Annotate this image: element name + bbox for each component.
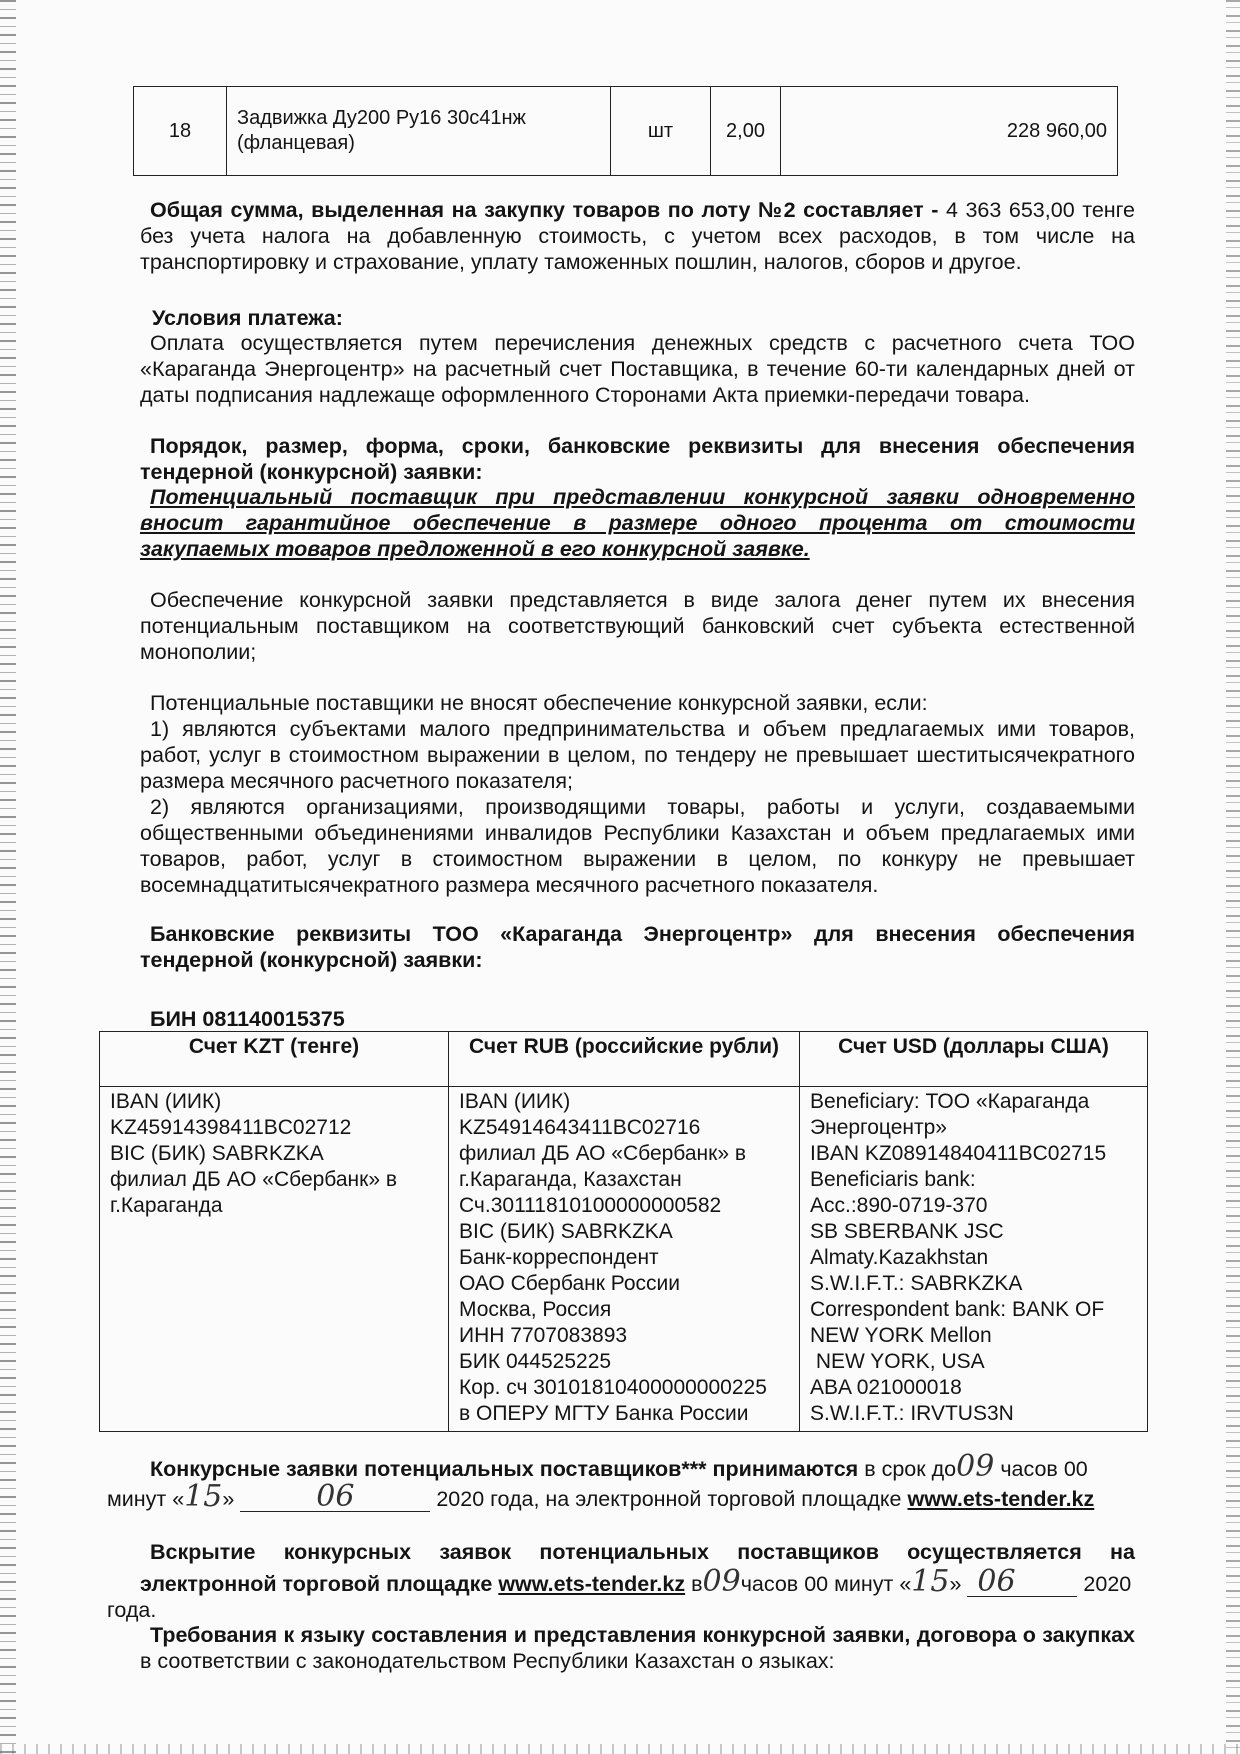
item-name-line1: Задвижка Ду200 Ру16 30с41нж	[237, 107, 526, 129]
rub-line: филиал ДБ АО «Сбербанк» в	[459, 1142, 746, 1165]
deadline-line2	[107, 1479, 1137, 1514]
opening-t1: в	[691, 1572, 703, 1596]
deadline-t4: »	[222, 1487, 235, 1511]
deadline-bold: Конкурсные заявки потенциальных поставщиков***	[150, 1457, 707, 1481]
cell-rub	[449, 1087, 800, 1432]
deadline-t3: минут «	[107, 1487, 185, 1511]
cell-usd	[800, 1087, 1148, 1432]
exempt-item-2: 2) являются организациями, производящими товары, работы и услуги, создаваемыми общественными объединениями инвалидов Республики Казахстан и объем предлагаемых ими товаров, работ, услуг в стоимостном выражении в целом, по конкуру не превышает восемнадцатитысячекратного размера месячного расчетного показателя.	[140, 795, 1135, 897]
usd-line: IBAN KZ08914840411BC02715	[810, 1142, 1107, 1165]
bank-bin	[140, 1006, 1135, 1032]
security-emphasis-text: Потенциальный поставщик при представлении конкурсной заявки одновременно вносит гарантийное обеспечение в размере одного процента от стоимости закупаемых товаров предложенной в его конкурсной заявке.	[140, 485, 1135, 561]
opening-day-handwritten: 15	[911, 1564, 950, 1599]
opening-site-link[interactable]: www.ets-tender.kz	[498, 1572, 686, 1596]
usd-line: ABA 021000018	[810, 1376, 962, 1399]
rub-line: Москва, Россия	[459, 1298, 612, 1321]
scan-edge-left	[0, 0, 16, 1754]
opening-t4: 2020	[1083, 1572, 1132, 1596]
scan-edge-right	[1226, 0, 1240, 1754]
opening-month-handwritten: 06	[977, 1564, 1016, 1599]
item-quantity: 2,00	[711, 87, 781, 176]
deadline-paragraph	[140, 1449, 1135, 1484]
header-kzt: Счет KZT (тенге)	[100, 1032, 449, 1087]
language-rest: в соответствии с законодательством Республики Казахстан о языках:	[140, 1649, 835, 1673]
deadline-t5: 2020 года, на электронной торговой площадке	[436, 1487, 902, 1511]
usd-line: S.W.I.F.T.: IRVTUS3N	[810, 1402, 1014, 1425]
usd-line: Beneficiary: ТОО «Караганда	[810, 1090, 1090, 1113]
rub-line: IBAN (ИИК)	[459, 1090, 571, 1113]
deadline-t2: часов 00	[1000, 1457, 1088, 1481]
opening-month-field	[967, 1564, 1077, 1599]
total-rest: тенге без учета налога на добавленную стоимость, с учетом всех расходов, в том числе на транспортировку и страхование, уплату таможенных пошлин, налогов, сборов и другое.	[140, 198, 1135, 274]
total-paragraph	[140, 197, 1135, 275]
payment-text: Оплата осуществляется путем перечисления денежных средств с расчетного счета ТОО «Караганда Энергоцентр» на расчетный счет Поставщика, в течение 60-ти календарных дней от даты подписания надлежаще оформленного Сторонами Акта приемки-передачи товара.	[140, 331, 1135, 407]
opening-year-tail: года.	[107, 1598, 157, 1622]
item-name-line2: (фланцевая)	[237, 132, 355, 154]
item-number: 18	[134, 87, 227, 176]
rub-line: Сч.30111810100000000582	[459, 1194, 722, 1217]
header-rub: Счет RUB (российские рубли)	[449, 1032, 800, 1087]
security-title	[140, 433, 1135, 485]
bank-title-text: Банковские реквизиты ТОО «Караганда Энергоцентр» для внесения обеспечения тендерной (конкурсной) заявки:	[140, 922, 1135, 972]
total-amount: 4 363 653,00	[945, 198, 1075, 222]
usd-line: NEW YORK Mellon	[810, 1324, 992, 1347]
usd-line: Acc.:890-0719-370	[810, 1194, 988, 1217]
usd-line: Almaty.Kazakhstan	[810, 1246, 989, 1269]
usd-line: SB SBERBANK JSC	[810, 1220, 1004, 1243]
exempt-item-1: 1) являются субъектами малого предпринимательства и объем предлагаемых ими товаров, работ, услуг в стоимостном выражении в целом, по тендеру не превышает шеститысячекратного размера месячного расчетного показателя;	[140, 717, 1135, 793]
item-amount: 228 960,00	[781, 87, 1118, 176]
bank-table-header	[100, 1032, 1148, 1087]
payment-title-text: Условия платежа:	[152, 306, 343, 330]
bank-title	[140, 921, 1135, 973]
cell-kzt	[100, 1087, 449, 1432]
item-name	[227, 87, 611, 176]
security-title-text: Порядок, размер, форма, сроки, банковские реквизиты для внесения обеспечения тендерной (конкурсной) заявки:	[140, 434, 1135, 484]
rub-line: ИНН 7707083893	[459, 1324, 628, 1347]
opening-hour-handwritten: 09	[702, 1564, 741, 1599]
opening-paragraph	[140, 1537, 1135, 1599]
rub-line: Кор. сч 30101810400000000225	[459, 1376, 767, 1399]
usd-line: Correspondent bank: BANK OF	[810, 1298, 1105, 1321]
deadline-month-field	[240, 1479, 430, 1514]
deadline-t1: в срок до	[864, 1457, 957, 1481]
kzt-line: IBAN (ИИК)	[110, 1090, 222, 1113]
total-label: Общая сумма, выделенная на закупку товаров по лоту №2 составляет -	[150, 198, 939, 222]
language-bold: Требования к языку составления и представления конкурсной заявки, договора о закупках	[150, 1623, 1135, 1647]
security-emphasis	[140, 484, 1135, 562]
bank-bin-text: БИН 081140015375	[150, 1007, 345, 1031]
bank-table	[99, 1031, 1148, 1432]
table-row	[134, 87, 1118, 176]
usd-line: S.W.I.F.T.: SABRKZKA	[810, 1272, 1023, 1295]
exempt-intro: Потенциальные поставщики не вносят обеспечение конкурсной заявки, если:	[150, 691, 928, 715]
deadline-month-handwritten: 06	[316, 1479, 355, 1514]
deadline-hour-handwritten: 09	[956, 1449, 995, 1484]
deadline-bold2: принимаются	[712, 1457, 859, 1481]
rub-line: БИК 044525225	[459, 1350, 612, 1373]
kzt-line: филиал ДБ АО «Сбербанк» в	[110, 1168, 397, 1191]
header-usd: Счет USD (доллары США)	[800, 1032, 1148, 1087]
deadline-day-handwritten: 15	[184, 1479, 223, 1514]
usd-line: Энергоцентр»	[810, 1116, 947, 1139]
language-paragraph	[140, 1622, 1135, 1674]
opening-t3: »	[949, 1572, 962, 1596]
payment-title	[140, 305, 1135, 331]
item-unit: шт	[611, 87, 711, 176]
opening-bold: Вскрытие конкурсных заявок потенциальных поставщиков осуществляется на электронной торговой площадке	[140, 1540, 1135, 1596]
usd-line: NEW YORK, USA	[810, 1350, 985, 1373]
kzt-line: г.Караганда	[110, 1194, 223, 1217]
opening-t2: часов 00 минут «	[740, 1572, 912, 1596]
rub-line: г.Караганда, Казахстан	[459, 1168, 682, 1191]
security-paragraph: Обеспечение конкурсной заявки представляется в виде залога денег путем их внесения потенциальным поставщиком на соответствующий банковский счет субъекта естественной монополии;	[140, 588, 1135, 664]
scan-edge-bottom	[0, 1744, 1240, 1754]
usd-line: Beneficiaris bank:	[810, 1168, 976, 1191]
rub-line: KZ54914643411BC02716	[459, 1116, 701, 1139]
items-table	[133, 86, 1118, 176]
rub-line: в ОПЕРУ МГТУ Банка России	[459, 1402, 749, 1425]
bank-table-row	[100, 1087, 1148, 1432]
kzt-line: KZ45914398411BC02712	[110, 1116, 352, 1139]
rub-line: ОАО Сбербанк России	[459, 1272, 680, 1295]
deadline-site-link[interactable]: www.ets-tender.kz	[907, 1487, 1095, 1511]
rub-line: BIC (БИК) SABRKZKA	[459, 1220, 673, 1243]
kzt-line: BIC (БИК) SABRKZKA	[110, 1142, 324, 1165]
rub-line: Банк-корреспондент	[459, 1246, 659, 1269]
